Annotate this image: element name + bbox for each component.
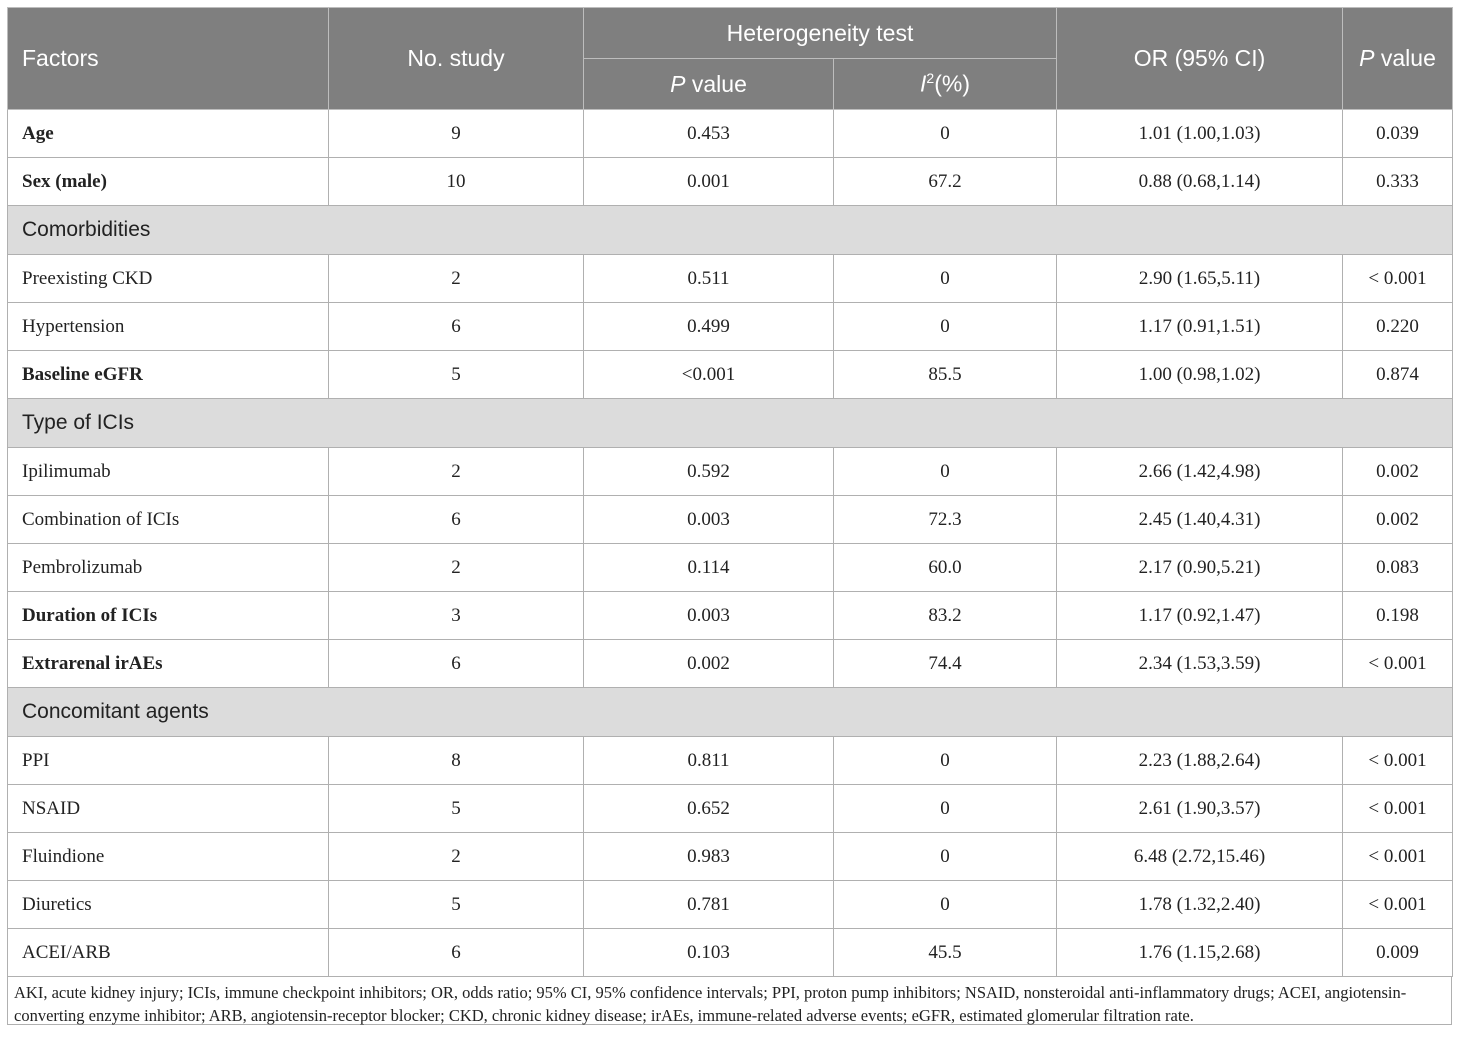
i2-cell: 45.5 xyxy=(834,929,1057,977)
header-factors: Factors xyxy=(8,8,329,110)
i2-cell: 0 xyxy=(834,255,1057,303)
study-count-cell: 6 xyxy=(329,496,584,544)
study-count-cell: 2 xyxy=(329,833,584,881)
het-p-cell: 0.003 xyxy=(584,496,834,544)
factor-cell: Combination of ICIs xyxy=(8,496,329,544)
factor-cell: Sex (male) xyxy=(8,158,329,206)
section-row xyxy=(8,688,1453,737)
p-value-cell: < 0.001 xyxy=(1343,737,1453,785)
header-no-study: No. study xyxy=(329,8,584,110)
section-label: Concomitant agents xyxy=(8,688,1453,737)
factor-cell: Ipilimumab xyxy=(8,448,329,496)
header-heterogeneity: Heterogeneity test xyxy=(584,8,1057,59)
or-cell: 1.76 (1.15,2.68) xyxy=(1057,929,1343,977)
or-cell: 1.17 (0.92,1.47) xyxy=(1057,592,1343,640)
factor-cell: Diuretics xyxy=(8,881,329,929)
study-count-cell: 5 xyxy=(329,785,584,833)
i2-cell: 0 xyxy=(834,303,1057,351)
p-value-cell: 0.039 xyxy=(1343,110,1453,158)
p-value-cell: 0.083 xyxy=(1343,544,1453,592)
het-p-cell: 0.114 xyxy=(584,544,834,592)
factor-cell: Extrarenal irAEs xyxy=(8,640,329,688)
or-cell: 2.17 (0.90,5.21) xyxy=(1057,544,1343,592)
or-cell: 2.90 (1.65,5.11) xyxy=(1057,255,1343,303)
het-p-cell: 0.003 xyxy=(584,592,834,640)
het-p-cell: 0.652 xyxy=(584,785,834,833)
factor-cell: Preexisting CKD xyxy=(8,255,329,303)
table-row xyxy=(8,303,1453,351)
study-count-cell: 6 xyxy=(329,929,584,977)
p-value-cell: < 0.001 xyxy=(1343,785,1453,833)
section-row xyxy=(8,206,1453,255)
header-or: OR (95% CI) xyxy=(1057,8,1343,110)
results-table-container xyxy=(7,7,1452,1025)
study-count-cell: 5 xyxy=(329,351,584,399)
study-count-cell: 9 xyxy=(329,110,584,158)
factor-cell: Hypertension xyxy=(8,303,329,351)
table-row xyxy=(8,640,1453,688)
or-cell: 6.48 (2.72,15.46) xyxy=(1057,833,1343,881)
i2-cell: 74.4 xyxy=(834,640,1057,688)
study-count-cell: 5 xyxy=(329,881,584,929)
table-row xyxy=(8,496,1453,544)
p-value-cell: 0.220 xyxy=(1343,303,1453,351)
section-row xyxy=(8,399,1453,448)
table-row xyxy=(8,785,1453,833)
table-row xyxy=(8,881,1453,929)
factor-cell: NSAID xyxy=(8,785,329,833)
het-p-cell: 0.811 xyxy=(584,737,834,785)
or-cell: 0.88 (0.68,1.14) xyxy=(1057,158,1343,206)
table-row xyxy=(8,544,1453,592)
i2-cell: 0 xyxy=(834,448,1057,496)
p-value-cell: 0.009 xyxy=(1343,929,1453,977)
study-count-cell: 3 xyxy=(329,592,584,640)
het-p-cell: 0.499 xyxy=(584,303,834,351)
p-value-cell: < 0.001 xyxy=(1343,881,1453,929)
i2-cell: 83.2 xyxy=(834,592,1057,640)
study-count-cell: 6 xyxy=(329,640,584,688)
table-row xyxy=(8,255,1453,303)
header-het-p-value: P value xyxy=(584,59,834,110)
p-value-cell: < 0.001 xyxy=(1343,640,1453,688)
het-p-cell: <0.001 xyxy=(584,351,834,399)
or-cell: 1.17 (0.91,1.51) xyxy=(1057,303,1343,351)
het-p-cell: 0.781 xyxy=(584,881,834,929)
section-label: Type of ICIs xyxy=(8,399,1453,448)
factor-cell: Pembrolizumab xyxy=(8,544,329,592)
study-count-cell: 10 xyxy=(329,158,584,206)
or-cell: 2.34 (1.53,3.59) xyxy=(1057,640,1343,688)
het-p-cell: 0.511 xyxy=(584,255,834,303)
factor-cell: ACEI/ARB xyxy=(8,929,329,977)
table-row xyxy=(8,737,1453,785)
or-cell: 2.61 (1.90,3.57) xyxy=(1057,785,1343,833)
i2-cell: 0 xyxy=(834,881,1057,929)
i2-cell: 72.3 xyxy=(834,496,1057,544)
study-count-cell: 8 xyxy=(329,737,584,785)
i2-cell: 60.0 xyxy=(834,544,1057,592)
table-row xyxy=(8,448,1453,496)
factor-cell: Baseline eGFR xyxy=(8,351,329,399)
factor-cell: Age xyxy=(8,110,329,158)
i2-cell: 0 xyxy=(834,785,1057,833)
p-value-cell: 0.333 xyxy=(1343,158,1453,206)
study-count-cell: 6 xyxy=(329,303,584,351)
or-cell: 2.66 (1.42,4.98) xyxy=(1057,448,1343,496)
het-p-cell: 0.453 xyxy=(584,110,834,158)
i2-cell: 0 xyxy=(834,737,1057,785)
factor-cell: PPI xyxy=(8,737,329,785)
section-label: Comorbidities xyxy=(8,206,1453,255)
table-row xyxy=(8,351,1453,399)
table-body xyxy=(8,110,1453,977)
p-value-cell: 0.198 xyxy=(1343,592,1453,640)
table-row xyxy=(8,833,1453,881)
study-count-cell: 2 xyxy=(329,255,584,303)
het-p-cell: 0.001 xyxy=(584,158,834,206)
or-cell: 1.01 (1.00,1.03) xyxy=(1057,110,1343,158)
het-p-cell: 0.983 xyxy=(584,833,834,881)
het-p-cell: 0.103 xyxy=(584,929,834,977)
header-p-value: P value xyxy=(1343,8,1453,110)
study-count-cell: 2 xyxy=(329,544,584,592)
p-value-cell: < 0.001 xyxy=(1343,833,1453,881)
p-value-cell: < 0.001 xyxy=(1343,255,1453,303)
i2-cell: 67.2 xyxy=(834,158,1057,206)
or-cell: 1.78 (1.32,2.40) xyxy=(1057,881,1343,929)
p-value-cell: 0.002 xyxy=(1343,448,1453,496)
i2-cell: 85.5 xyxy=(834,351,1057,399)
het-p-cell: 0.592 xyxy=(584,448,834,496)
i2-cell: 0 xyxy=(834,110,1057,158)
i2-cell: 0 xyxy=(834,833,1057,881)
meta-analysis-table xyxy=(7,7,1453,977)
factor-cell: Fluindione xyxy=(8,833,329,881)
table-row xyxy=(8,110,1453,158)
study-count-cell: 2 xyxy=(329,448,584,496)
p-value-cell: 0.002 xyxy=(1343,496,1453,544)
table-header xyxy=(8,8,1453,110)
het-p-cell: 0.002 xyxy=(584,640,834,688)
table-row xyxy=(8,158,1453,206)
factor-cell: Duration of ICIs xyxy=(8,592,329,640)
or-cell: 1.00 (0.98,1.02) xyxy=(1057,351,1343,399)
or-cell: 2.45 (1.40,4.31) xyxy=(1057,496,1343,544)
or-cell: 2.23 (1.88,2.64) xyxy=(1057,737,1343,785)
p-value-cell: 0.874 xyxy=(1343,351,1453,399)
table-row xyxy=(8,929,1453,977)
table-row xyxy=(8,592,1453,640)
header-i2: $I^2(\%)$ xyxy=(834,59,1057,110)
table-footnote: AKI, acute kidney injury; ICIs, immune checkpoint inhibitors; OR, odds ratio; 95% CI, 95% confidence intervals; PPI, proton pump inhibitors; NSAID, nonsteroidal anti-inflammatory drugs; ACEI, angiotensin-converting enzyme inhibitor; ARB, angiotensin-receptor blocker; CKD, chronic kidney disease; irAEs, immune-related adverse events; eGFR, estimated glomerular filtration rate. xyxy=(7,977,1452,1025)
